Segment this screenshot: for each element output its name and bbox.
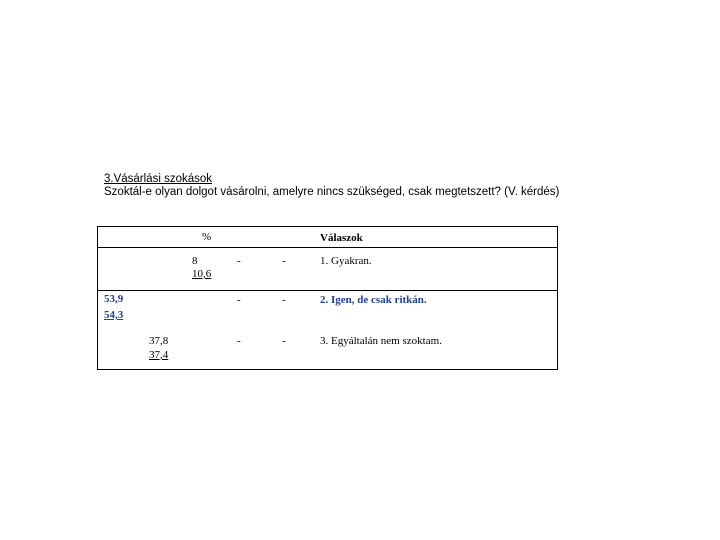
row3-dash-1: - xyxy=(237,335,241,347)
row2-label: 2. Igen, de csak ritkán. xyxy=(320,294,427,306)
row3-label: 3. Egyáltalán nem szoktam. xyxy=(320,335,442,347)
row1-dash-1: - xyxy=(237,255,241,267)
row2-value-old: 53,9 xyxy=(104,293,124,305)
section-heading xyxy=(104,173,559,199)
row3-dash-2: - xyxy=(282,335,286,347)
row-divider xyxy=(98,290,557,291)
row1-value-old: 8 xyxy=(192,255,198,267)
header-percent: % xyxy=(202,231,212,243)
section-title: 3.Vásárlási szokások xyxy=(104,173,213,185)
row2-dash-2: - xyxy=(282,294,286,306)
row1-dash-2: - xyxy=(282,255,286,267)
row3-value-old: 37,8 xyxy=(149,335,169,347)
question-text: Szoktál-e olyan dolgot vásárolni, amelyre nincs szükséged, csak megtetszett? (V. kérdés) xyxy=(104,186,560,198)
header-answers: Válaszok xyxy=(320,232,363,244)
row3-value-new: 37,4 xyxy=(149,349,169,361)
row2-dash-1: - xyxy=(237,294,241,306)
row1-value-new: 10,6 xyxy=(192,268,212,280)
row2-value-new: 54,3 xyxy=(104,309,124,321)
row1-label: 1. Gyakran. xyxy=(320,255,372,267)
results-table xyxy=(97,226,558,370)
header-divider xyxy=(98,247,557,248)
